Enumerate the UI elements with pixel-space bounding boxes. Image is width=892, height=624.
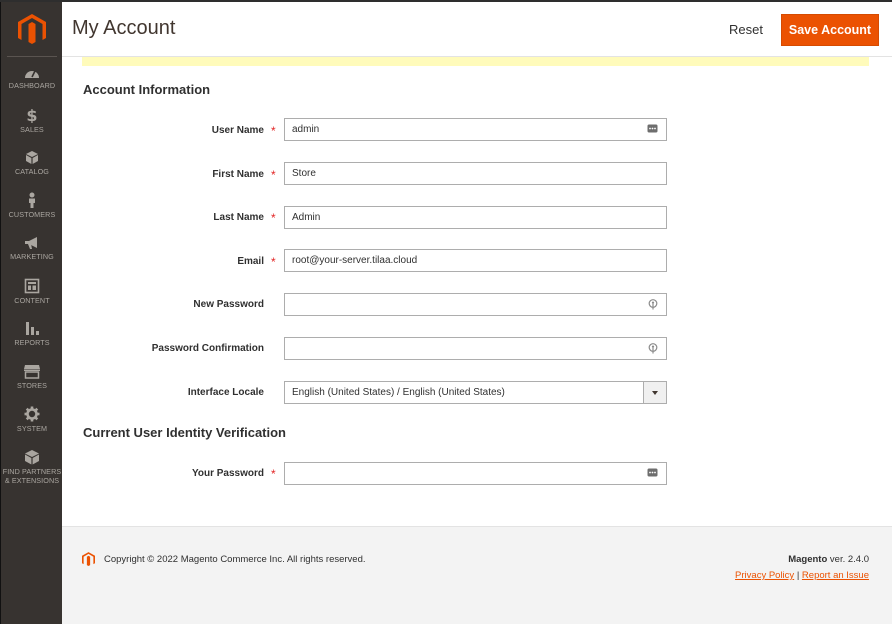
- sidebar-item-label: SYSTEM: [16, 424, 48, 433]
- svg-text:$: $: [26, 107, 38, 123]
- notice-bar: [82, 57, 869, 66]
- sidebar-item-catalog[interactable]: [1, 150, 63, 176]
- storefront-icon: [23, 364, 41, 379]
- reset-button[interactable]: Reset: [717, 15, 775, 45]
- report-issue-link[interactable]: Report an Issue: [801, 570, 869, 581]
- magento-logo-icon[interactable]: [18, 14, 46, 46]
- firstname-field[interactable]: [284, 162, 667, 185]
- sidebar-item-label: CONTENT: [14, 296, 50, 305]
- cube-icon: [24, 150, 40, 165]
- sidebar-item-label: FIND PARTNERS: [2, 467, 62, 476]
- sidebar-item-label: CUSTOMERS: [8, 210, 56, 219]
- version-number: ver. 2.4.0: [827, 554, 869, 565]
- magento-logo-icon: [82, 552, 95, 567]
- dollar-icon: [24, 107, 40, 123]
- page-header: [62, 2, 892, 57]
- key-icon[interactable]: [648, 343, 658, 354]
- sidebar-item-sales[interactable]: [1, 107, 63, 134]
- footer-links: [735, 570, 869, 581]
- page-footer: [62, 526, 892, 624]
- password-confirmation-label: Password Confirmation: [151, 343, 264, 354]
- required-asterisk: *: [271, 255, 276, 269]
- firstname-value: Store: [292, 168, 316, 179]
- megaphone-icon: [24, 236, 40, 250]
- sidebar-item-label: DASHBOARD: [8, 81, 56, 90]
- sidebar-item-label: CATALOG: [15, 167, 49, 176]
- lastname-value: Admin: [292, 212, 321, 223]
- email-field[interactable]: [284, 249, 667, 272]
- username-label: User Name: [211, 125, 264, 136]
- gear-icon: [24, 406, 40, 422]
- sidebar-item-label: & EXTENSIONS: [4, 476, 60, 485]
- account-information-title: Account Information: [83, 82, 211, 97]
- password-confirmation-field[interactable]: [284, 337, 667, 360]
- interface-locale-select[interactable]: [284, 381, 667, 404]
- sidebar-item-marketing[interactable]: [1, 236, 63, 261]
- sidebar-item-dashboard[interactable]: [1, 66, 63, 90]
- sidebar-item-customers[interactable]: [1, 192, 63, 219]
- required-asterisk: *: [271, 168, 276, 182]
- new-password-field[interactable]: [284, 293, 667, 316]
- username-value: admin: [292, 124, 320, 135]
- username-field[interactable]: [284, 118, 667, 141]
- your-password-label: Your Password: [191, 468, 264, 479]
- box-icon: [24, 449, 40, 465]
- required-asterisk: *: [271, 124, 276, 138]
- layout-icon: [24, 278, 40, 294]
- required-asterisk: *: [271, 211, 276, 225]
- lastname-field[interactable]: [284, 206, 667, 229]
- password-manager-icon[interactable]: [647, 124, 658, 133]
- sidebar-item-label: REPORTS: [14, 338, 50, 347]
- key-icon[interactable]: [648, 299, 658, 310]
- interface-locale-label: Interface Locale: [187, 387, 264, 398]
- copyright-text: Copyright © 2022 Magento Commerce Inc. All rights reserved.: [104, 554, 366, 565]
- link-separator: |: [796, 570, 800, 581]
- brand-name: Magento: [788, 554, 828, 565]
- sidebar-item-find-partners[interactable]: [1, 449, 63, 485]
- identity-verification-title: Current User Identity Verification: [83, 425, 286, 440]
- privacy-policy-link[interactable]: Privacy Policy: [735, 570, 795, 581]
- dashboard-icon: [24, 66, 40, 79]
- email-label: Email: [237, 256, 264, 267]
- sidebar-item-label: MARKETING: [10, 252, 54, 261]
- bar-chart-icon: [24, 320, 40, 336]
- new-password-label: New Password: [193, 299, 264, 310]
- sidebar-item-content[interactable]: [1, 278, 63, 305]
- sidebar-item-system[interactable]: [1, 406, 63, 433]
- person-icon: [24, 192, 40, 208]
- save-account-button[interactable]: Save Account: [781, 14, 879, 46]
- sidebar-divider: [7, 56, 57, 57]
- firstname-label: First Name: [212, 169, 264, 180]
- lastname-label: Last Name: [213, 212, 264, 223]
- version-text: [788, 554, 869, 565]
- your-password-field[interactable]: [284, 462, 667, 485]
- sidebar-item-label: STORES: [16, 381, 48, 390]
- sidebar-item-reports[interactable]: [1, 320, 63, 347]
- password-manager-icon[interactable]: [647, 468, 658, 477]
- interface-locale-value: English (United States) / English (United States): [292, 387, 505, 398]
- sidebar-item-label: SALES: [20, 125, 44, 134]
- chevron-down-icon[interactable]: [643, 382, 666, 403]
- required-asterisk: *: [271, 467, 276, 481]
- sidebar-item-stores[interactable]: [1, 364, 63, 390]
- email-value: root@your-server.tilaa.cloud: [292, 255, 418, 266]
- page-title: My Account: [72, 17, 176, 39]
- admin-sidebar: [0, 2, 62, 624]
